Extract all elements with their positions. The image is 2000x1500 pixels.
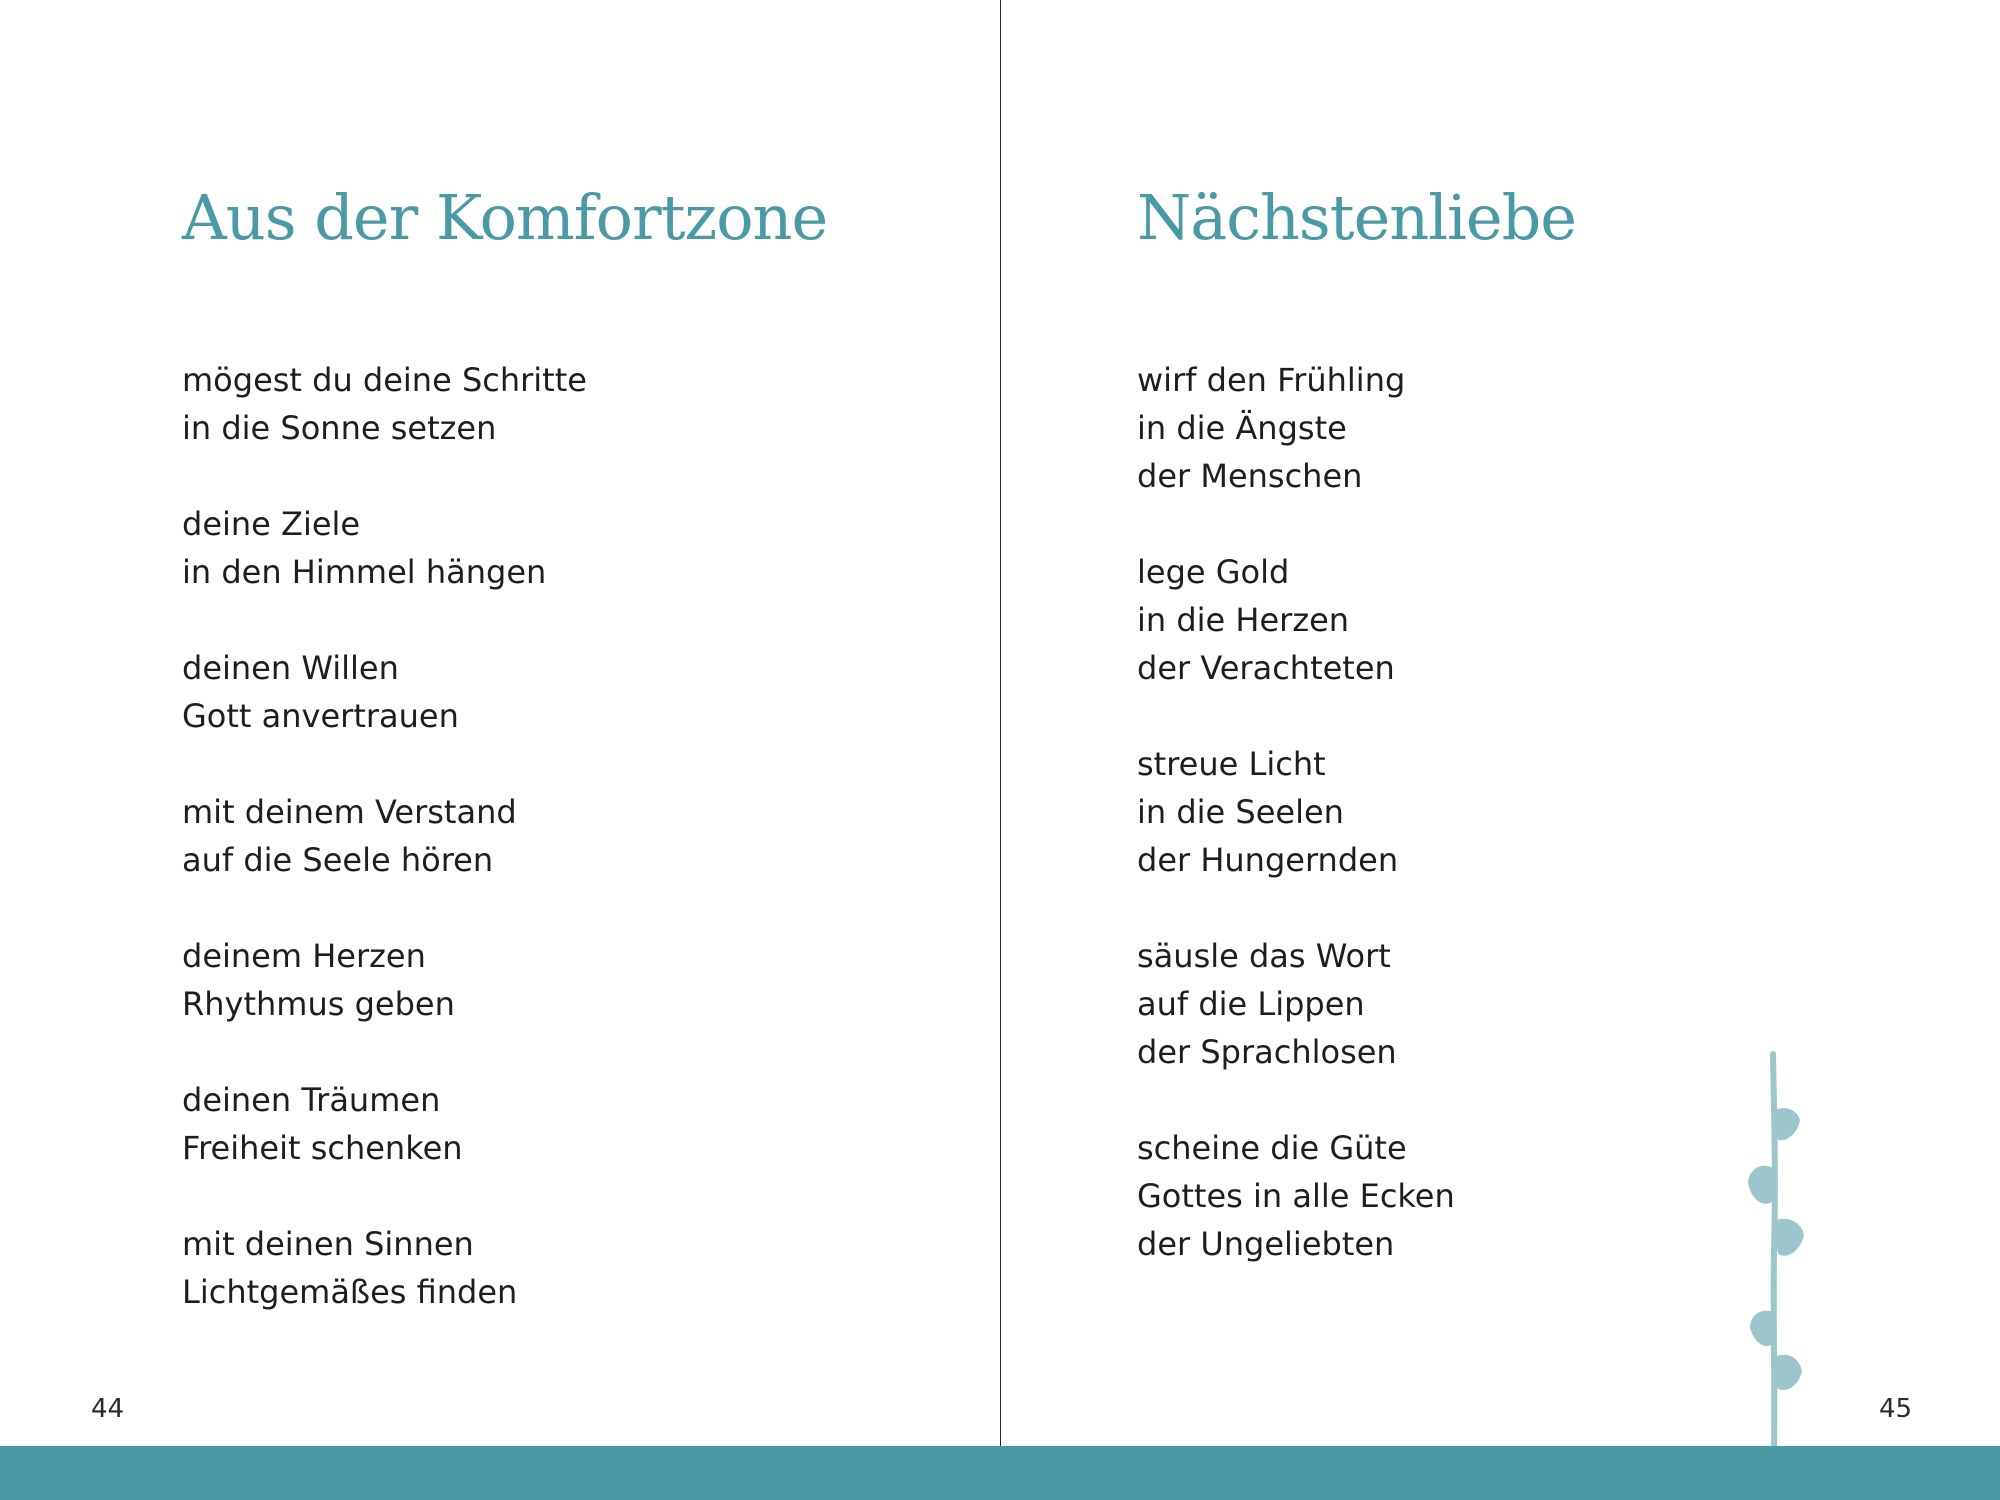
poem-line: mit deinem Verstand	[182, 793, 517, 831]
poem-line: auf die Lippen	[1137, 985, 1365, 1023]
stanza	[182, 500, 587, 596]
stanza	[182, 356, 587, 452]
poem-line: der Verachteten	[1137, 649, 1395, 687]
poem-line: deinen Willen	[182, 649, 399, 687]
poem-line: der Ungeliebten	[1137, 1225, 1395, 1263]
footer-band	[0, 1446, 2000, 1500]
poem-line: der Sprachlosen	[1137, 1033, 1397, 1071]
poem-title-right: Nächstenliebe	[1137, 181, 1576, 254]
poem-title-left: Aus der Komfortzone	[182, 181, 828, 254]
poem-line: scheine die Güte	[1137, 1129, 1407, 1167]
plant-sprig-icon	[1740, 1050, 1830, 1450]
stanza	[182, 644, 587, 740]
poem-line: mögest du deine Schritte	[182, 361, 587, 399]
poem-line: Gott anvertrauen	[182, 697, 459, 735]
poem-line: der Hungernden	[1137, 841, 1399, 879]
poem-line: in die Herzen	[1137, 601, 1350, 639]
stanza	[1137, 356, 1455, 500]
poem-line: wirf den Frühling	[1137, 361, 1406, 399]
stanza	[1137, 932, 1455, 1076]
poem-line: säusle das Wort	[1137, 937, 1391, 975]
right-page	[1001, 0, 2000, 1446]
stanza	[1137, 740, 1455, 884]
poem-line: Rhythmus geben	[182, 985, 455, 1023]
poem-line: Gottes in alle Ecken	[1137, 1177, 1455, 1215]
poem-line: mit deinen Sinnen	[182, 1225, 474, 1263]
poem-body-right	[1137, 356, 1455, 1316]
poem-line: in den Himmel hängen	[182, 553, 547, 591]
poem-line: streue Licht	[1137, 745, 1326, 783]
poem-line: in die Seelen	[1137, 793, 1344, 831]
poem-line: lege Gold	[1137, 553, 1290, 591]
stanza	[1137, 548, 1455, 692]
stanza	[182, 1076, 587, 1172]
poem-line: deinen Träumen	[182, 1081, 441, 1119]
poem-line: in die Sonne setzen	[182, 409, 497, 447]
poem-line: deine Ziele	[182, 505, 361, 543]
poem-line: der Menschen	[1137, 457, 1363, 495]
poem-line: in die Ängste	[1137, 409, 1347, 447]
poem-line: Freiheit schenken	[182, 1129, 463, 1167]
stanza	[182, 1220, 587, 1316]
page-number-right: 45	[1879, 1394, 1913, 1424]
poem-line: auf die Seele hören	[182, 841, 494, 879]
stanza	[182, 788, 587, 884]
stanza	[1137, 1124, 1455, 1268]
poem-line: Lichtgemäßes finden	[182, 1273, 518, 1311]
poem-body-left	[182, 356, 587, 1364]
left-page	[0, 0, 1000, 1446]
page-number-left: 44	[91, 1394, 125, 1424]
stanza	[182, 932, 587, 1028]
poem-line: deinem Herzen	[182, 937, 426, 975]
